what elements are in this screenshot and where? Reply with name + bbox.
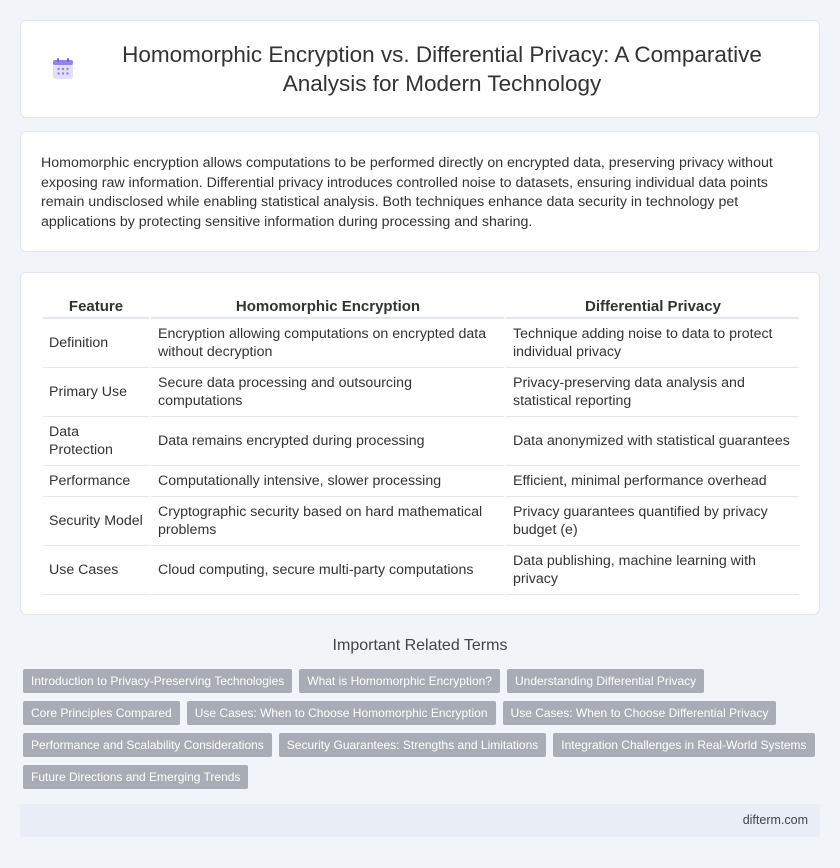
intro-card [20, 131, 820, 252]
related-terms-title: Important Related Terms [332, 637, 508, 654]
row-differential-value: Privacy guarantees quantified by privacy budget (e) [504, 497, 799, 546]
comparison-table [43, 295, 799, 595]
tag-row [23, 765, 823, 789]
row-feature: Definition [43, 319, 149, 368]
related-term-link[interactable]: Security Guarantees: Strengths and Limitations [279, 733, 546, 757]
related-term-link[interactable]: Use Cases: When to Choose Differential Privacy [503, 701, 777, 725]
row-feature: Primary Use [43, 368, 149, 417]
row-feature: Security Model [43, 497, 149, 546]
related-term-link[interactable]: Use Cases: When to Choose Homomorphic Encryption [187, 701, 496, 725]
table-row [43, 319, 799, 368]
table-row [43, 368, 799, 417]
table-row [43, 466, 799, 497]
related-term-link[interactable]: Introduction to Privacy-Preserving Technologies [23, 669, 292, 693]
related-terms-list [23, 669, 823, 797]
related-term-link[interactable]: Performance and Scalability Considerations [23, 733, 272, 757]
footer [20, 804, 820, 837]
header-differential-privacy: Differential Privacy [504, 295, 799, 319]
row-homomorphic-value: Computationally intensive, slower processing [149, 466, 504, 497]
row-differential-value: Data publishing, machine learning with privacy [504, 546, 799, 595]
row-differential-value: Privacy-preserving data analysis and statistical reporting [504, 368, 799, 417]
table-row [43, 417, 799, 466]
table-row [43, 497, 799, 546]
intro-paragraph: Homomorphic encryption allows computations to be performed directly on encrypted data, preserving privacy without exposing raw information. Differential privacy introduces controlled noise to datasets, ensuring individual data points remain undisclosed while enabling statistical analysis. Both techniques enhance data security in technology pet applications by protecting sensitive information during processing and sharing. [41, 155, 773, 230]
row-differential-value: Technique adding noise to data to protect individual privacy [504, 319, 799, 368]
calendar-icon [51, 57, 75, 81]
tag-row [23, 733, 823, 757]
row-differential-value: Data anonymized with statistical guarantees [504, 417, 799, 466]
row-differential-value: Efficient, minimal performance overhead [504, 466, 799, 497]
related-term-link[interactable]: Core Principles Compared [23, 701, 180, 725]
page-title: Homomorphic Encryption vs. Differential Privacy: A Comparative Analysis for Modern Technology [122, 42, 762, 96]
related-term-link[interactable]: Integration Challenges in Real-World Systems [553, 733, 814, 757]
row-homomorphic-value: Encryption allowing computations on encrypted data without decryption [149, 319, 504, 368]
header-homomorphic-encryption: Homomorphic Encryption [149, 295, 504, 319]
table-header-row [43, 295, 799, 319]
row-feature: Performance [43, 466, 149, 497]
tag-row [23, 701, 823, 725]
row-feature: Use Cases [43, 546, 149, 595]
footer-site-link[interactable]: difterm.com [742, 813, 808, 827]
row-homomorphic-value: Cryptographic security based on hard mathematical problems [149, 497, 504, 546]
header [21, 21, 819, 117]
comparison-card [20, 272, 820, 615]
row-homomorphic-value: Data remains encrypted during processing [149, 417, 504, 466]
row-homomorphic-value: Cloud computing, secure multi-party computations [149, 546, 504, 595]
header-feature: Feature [43, 295, 149, 319]
related-term-link[interactable]: Understanding Differential Privacy [507, 669, 704, 693]
row-homomorphic-value: Secure data processing and outsourcing computations [149, 368, 504, 417]
header-card [20, 20, 820, 118]
tag-row [23, 669, 823, 693]
table-row [43, 546, 799, 595]
related-term-link[interactable]: What is Homomorphic Encryption? [299, 669, 500, 693]
related-term-link[interactable]: Future Directions and Emerging Trends [23, 765, 248, 789]
row-feature: Data Protection [43, 417, 149, 466]
